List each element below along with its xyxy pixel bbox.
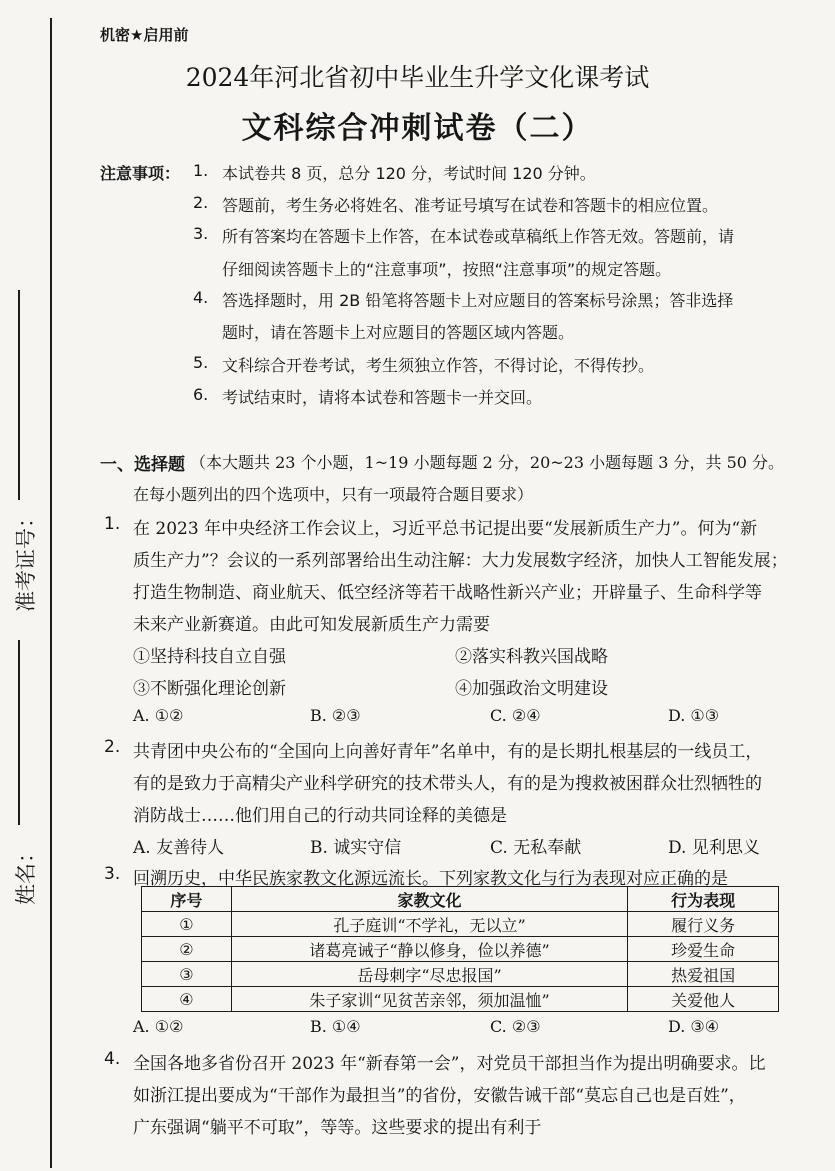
question-stem: 有的是致力于高精尖产业科学研究的技术带头人，有的是为搜救被困群众壮烈牺牲的 — [133, 774, 762, 794]
answer-option[interactable]: D. ①③ — [668, 706, 720, 725]
statement: ④加强政治文明建设 — [455, 679, 608, 699]
notes-item-number: 4. — [193, 288, 209, 307]
notes-label: 注意事项： — [100, 164, 181, 183]
table-row — [142, 937, 779, 962]
notes-item-text: 所有答案均在答题卡上作答，在本试卷或草稿纸上作答无效。答题前，请 — [222, 227, 735, 246]
table-cell: 岳母刺字“尽忠报国” — [231, 962, 627, 987]
column-header: 序号 — [142, 887, 232, 912]
notes-item-number: 5. — [193, 353, 209, 372]
notes-item-text: 文科综合开卷考试，考生须独立作答，不得讨论，不得传抄。 — [222, 356, 655, 375]
table-cell: 朱子家训“见贫苦亲邻，须加温恤” — [231, 987, 627, 1012]
question-stem: 广东强调“躺平不可取”，等等。这些要求的提出有利于 — [133, 1118, 542, 1138]
answer-option[interactable]: D. 见利思义 — [668, 838, 760, 858]
question-stem: 打造生物制造、商业航天、低空经济等若干战略性新兴产业；开辟量子、生命科学等 — [133, 583, 762, 603]
family-education-table — [141, 886, 779, 1012]
table-cell: ② — [142, 937, 232, 962]
paper-subtitle: 文科综合冲刺试卷（二） — [241, 111, 594, 146]
notes-item-number: 3. — [193, 224, 209, 243]
table-cell: 履行义务 — [628, 912, 779, 937]
table-cell: ④ — [142, 987, 232, 1012]
statement: ③不断强化理论创新 — [133, 679, 286, 699]
table-row — [142, 987, 779, 1012]
table-cell: 热爱祖国 — [628, 962, 779, 987]
answer-option[interactable]: A. ①② — [133, 706, 184, 725]
question-number: 2. — [104, 737, 121, 757]
binding-line — [50, 18, 52, 1168]
answer-option[interactable]: A. 友善待人 — [133, 838, 225, 858]
exam-title: 2024年河北省初中毕业生升学文化课考试 — [185, 63, 650, 92]
notes-item-text: 考试结束时，请将本试卷和答题卡一并交回。 — [222, 388, 543, 407]
question-number: 3. — [104, 864, 121, 884]
notes-item-text: 题时，请在答题卡上对应题目的答题区域内答题。 — [222, 323, 575, 342]
table-cell: 孔子庭训“不学礼，无以立” — [231, 912, 627, 937]
notes-item-number: 6. — [193, 385, 209, 404]
table-row — [142, 962, 779, 987]
ticket-number-label: 准考证号： — [14, 507, 38, 612]
ticket-blank-line — [18, 290, 20, 500]
name-label: 姓名： — [14, 842, 38, 905]
answer-option[interactable]: D. ③④ — [668, 1017, 720, 1036]
table-cell: 关爱他人 — [628, 987, 779, 1012]
answer-option[interactable]: C. 无私奉献 — [490, 838, 582, 858]
question-stem: 消防战士……他们用自己的行动共同诠释的美德是 — [133, 806, 507, 826]
table-header-row — [142, 887, 779, 912]
table-row — [142, 912, 779, 937]
notes-item-text: 答选择题时，用 2B 铅笔将答题卡上对应题目的答案标号涂黑；答非选择 — [222, 291, 734, 310]
notes-item-number: 2. — [193, 193, 209, 212]
name-blank-line — [18, 640, 20, 825]
table-cell: ① — [142, 912, 232, 937]
question-stem: 回溯历史，中华民族家教文化源远流长。下列家教文化与行为表现对应正确的是 — [133, 869, 728, 889]
question-stem: 在 2023 年中央经济工作会议上，习近平总书记提出要“发展新质生产力”。何为“新 — [133, 519, 758, 539]
section-heading: 一、选择题 — [100, 455, 185, 475]
answer-option[interactable]: C. ②④ — [490, 706, 541, 725]
answer-option[interactable]: A. ①② — [133, 1017, 184, 1036]
table-cell: 珍爱生命 — [628, 937, 779, 962]
question-stem: 未来产业新赛道。由此可知发展新质生产力需要 — [133, 615, 490, 635]
answer-option[interactable]: B. 诚实守信 — [310, 838, 402, 858]
table-cell: ③ — [142, 962, 232, 987]
notes-item-text: 本试卷共 8 页，总分 120 分，考试时间 120 分钟。 — [222, 164, 596, 183]
answer-option[interactable]: C. ②③ — [490, 1017, 541, 1036]
section-description: 在每小题列出的四个选项中，只有一项最符合题目要求） — [133, 485, 534, 504]
question-number: 4. — [104, 1049, 121, 1069]
notes-item-text: 答题前，考生务必将姓名、准考证号填写在试卷和答题卡的相应位置。 — [222, 196, 719, 215]
question-stem: 共青团中央公布的“全国向上向善好青年”名单中，有的是长期扎根基层的一线员工， — [133, 742, 763, 762]
table-cell: 诸葛亮诫子“静以修身，俭以养德” — [231, 937, 627, 962]
answer-option[interactable]: B. ②③ — [310, 706, 361, 725]
question-number: 1. — [104, 514, 121, 534]
statement: ②落实科教兴国战略 — [455, 647, 608, 667]
statement: ①坚持科技自立自强 — [133, 647, 286, 667]
column-header: 家教文化 — [231, 887, 627, 912]
notes-item-number: 1. — [193, 161, 209, 180]
notes-item-text: 仔细阅读答题卡上的“注意事项”，按照“注意事项”的规定答题。 — [222, 260, 672, 279]
question-stem: 如浙江提出要成为“干部作为最担当”的省份，安徽告诫干部“莫忘自己也是百姓”， — [133, 1086, 746, 1106]
answer-option[interactable]: B. ①④ — [310, 1017, 361, 1036]
question-stem: 质生产力”？会议的一系列部署给出生动注解：大力发展数字经济，加快人工智能发展； — [133, 551, 788, 571]
column-header: 行为表现 — [628, 887, 779, 912]
question-stem: 全国各地多省份召开 2023 年“新春第一会”，对党员干部担当作为提出明确要求。比 — [133, 1054, 766, 1074]
section-description: （本大题共 23 个小题，1~19 小题每题 2 分，20~23 小题每题 3 分，共 50 分。 — [190, 453, 785, 472]
confidential-mark: 机密★启用前 — [100, 26, 189, 44]
